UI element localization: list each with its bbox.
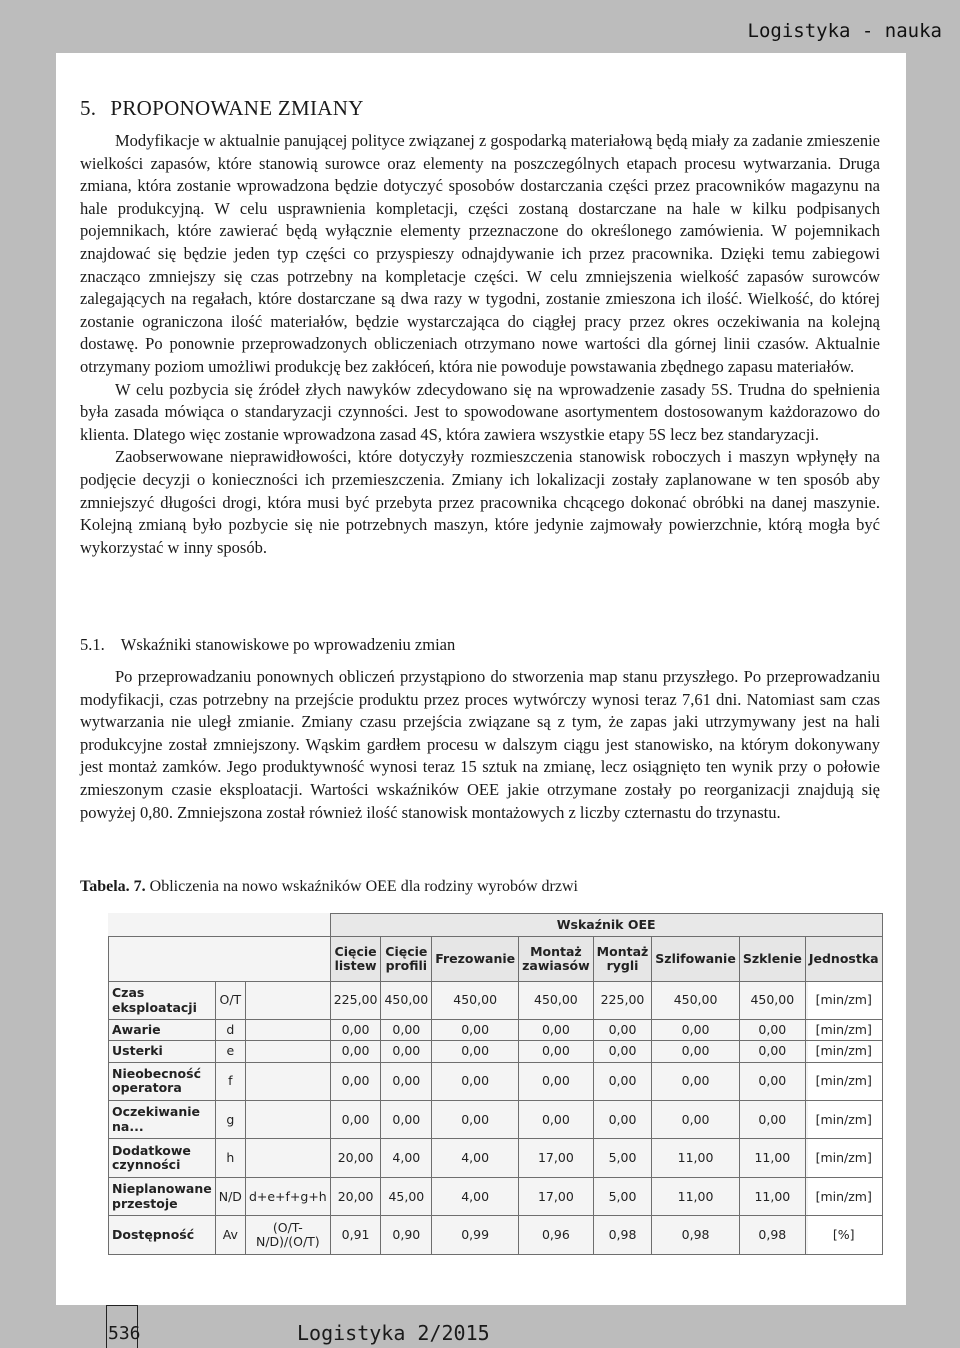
oee-value-cell: 4,00 [381,1139,432,1177]
oee-value-cell: 0,98 [739,1216,805,1255]
oee-value-cell: 225,00 [330,981,381,1019]
oee-value-cell: 0,00 [593,1041,652,1062]
oee-value-cell: 5,00 [593,1139,652,1177]
oee-value-cell: 4,00 [432,1177,519,1215]
oee-row-formula: (O/T-N/D)/(O/T) [245,1216,330,1255]
oee-row-symbol: Av [215,1216,245,1255]
oee-value-cell: 0,00 [381,1041,432,1062]
oee-value-cell: 17,00 [519,1139,594,1177]
footer-journal: Logistyka 2/2015 [297,1321,490,1345]
oee-value-cell: 450,00 [739,981,805,1019]
oee-table-row [109,1020,883,1041]
subsection-body [80,666,880,824]
oee-value-cell: 0,00 [593,1062,652,1100]
oee-row-label: Usterki [109,1041,216,1062]
oee-row-label: Awarie [109,1020,216,1041]
subsection-number: 5.1. [80,635,105,654]
oee-row-label: Czas eksploatacji [109,981,216,1019]
subsection-title: Wskaźniki stanowiskowe po wprowadzeniu zmian [120,635,456,654]
oee-row-formula [245,981,330,1019]
oee-value-cell: 0,00 [519,1062,594,1100]
oee-table-body [109,981,883,1254]
oee-row-unit: [min/zm] [805,1100,882,1138]
oee-table-row [109,1041,883,1062]
oee-table-row [109,1177,883,1215]
paragraph-future-state: Po przeprowadzaniu ponownych obliczeń przystąpiono do stworzenia map stanu przyszłego. Po przeprowadzaniu modyfikacji, czas potrzebny na przejście produktu przez proces wytwórczy wynosi teraz 7,61 dni. Natomiast sam czas wytwarzania nie uległ zmianie. Zmiany czasu przejścia związane są z tym, że zapas jaki utrzymywany jest na hali produkcyjne został zmniejszony. Wąskim gardłem procesu w dalszym ciągu jest stanowisko, na którym dokonywany jest montaż zamków. Jego produktywność wynosi teraz 15 sztuk na zmianę, lecz osiągnięto ten wynik przy o połowie zmieszonym czasie eksploatacji. Wartości wskaźników OEE jakie otrzymane zostały po reorganizacji znajdują się powyżej 0,80. Zmniejszona został również ilość stanowisk montażowych z liczby czternastu do trzynastu. [80,667,880,822]
oee-value-cell: 0,00 [330,1062,381,1100]
section-number: 5. [80,96,97,120]
oee-row-label: Nieobecność operatora [109,1062,216,1100]
oee-value-cell: 11,00 [739,1139,805,1177]
oee-value-cell: 5,00 [593,1177,652,1215]
oee-table-figure [108,913,879,1255]
oee-value-cell: 0,00 [381,1100,432,1138]
oee-row-symbol: O/T [215,981,245,1019]
oee-value-cell: 0,00 [593,1100,652,1138]
oee-row-formula: d+e+f+g+h [245,1177,330,1215]
oee-value-cell: 0,90 [381,1216,432,1255]
oee-row-unit: [min/zm] [805,1020,882,1041]
oee-table-title: Wskaźnik OEE [330,914,882,937]
oee-row-symbol: N/D [215,1177,245,1215]
oee-value-cell: 0,98 [652,1216,740,1255]
paragraph-5s: W celu pozbycia się źródeł złych nawyków zdecydowano się na wprowadzenie zasady 5S. Trudna do spełnienia była zasada mówiąca o standaryzacji czynności. Jest to spowodowane asortymentem dostosowanym każdorazowo do klienta. Dlatego więc zostanie wprowadzona zasad 4S, która zawiera wszystkie etapy 5S lecz bez standaryzacji. [80,379,880,444]
oee-row-label: Dodatkowe czynności [109,1139,216,1177]
oee-value-cell: 0,00 [652,1100,740,1138]
oee-header-cell: Szlifowanie [652,937,740,982]
oee-value-cell: 0,00 [593,1020,652,1041]
oee-row-label: Oczekiwanie na... [109,1100,216,1138]
oee-value-cell: 0,00 [739,1041,805,1062]
paragraph-layout: Zaobserwowane nieprawidłowości, które dotyczyły rozmieszczenia stanowisk roboczych i maszyn wpłynęły na podjęcie decyzji o konieczności ich przemieszczenia. Zmiany ich lokalizacji zostały zaplanowane w ten sposób aby zmniejszyć długości drogi, która musi być przebyta przez pracownika chcącego dokonać obróbki na danej maszynie. Kolejną zmianą było pozbycie się nie potrzebnych maszyn, które jedynie zajmowały powierzchnie, którą mogła być wykorzystać w inny sposób. [80,447,880,557]
oee-value-cell: 0,00 [381,1020,432,1041]
oee-value-cell: 450,00 [519,981,594,1019]
section-heading [80,96,364,121]
oee-row-label: Dostępność [109,1216,216,1255]
oee-value-cell: 20,00 [330,1177,381,1215]
oee-value-cell: 0,00 [652,1041,740,1062]
table-caption-text: Obliczenia na nowo wskaźników OEE dla rodziny wyrobów drzwi [149,878,578,895]
oee-value-cell: 11,00 [652,1177,740,1215]
oee-header-cell: Montaż rygli [593,937,652,982]
oee-value-cell: 17,00 [519,1177,594,1215]
oee-row-formula [245,1100,330,1138]
oee-row-symbol: h [215,1139,245,1177]
oee-value-cell: 4,00 [432,1139,519,1177]
subsection-heading [80,635,455,655]
oee-header-cell: Cięcie profili [381,937,432,982]
oee-value-cell: 0,00 [739,1020,805,1041]
oee-row-symbol: g [215,1100,245,1138]
oee-header-cell: Jednostka [805,937,882,982]
oee-value-cell: 450,00 [432,981,519,1019]
paragraph-materials: Modyfikacje w aktualnie panującej polityce związanej z gospodarką materiałową będą miały za zadanie zmieszenie wielkości zapasów, które stanowią surowce oraz elementy na poszczególnych etapach procesu wytwarzania. Druga zmiana, która zostanie wprowadzona będzie dotyczyć sposobów dostarczania części przez pracowników magazynu na hale produkcyjną. W celu usprawnienia kompletacji, części zostaną dostarczane na hale w kilku podpisanych pojemnikach, które zawierać będą wyłącznie elementy przeznaczone do określonego zamówienia. W pojemnikach znajdować się będzie jeden typ części co przyspieszy odnajdywanie ich przez pracownika. Dzięki temu zabiegowi znacząco zmniejszy się czas potrzebny na kompletacje części. W celu zmniejszenia wielkość zapasów surowców zalegających na regałach, które dostarczane są dwa razy w tygodni, zostanie zmieszona ich ilość. Wielkość, do której zostanie ograniczona ilość materiałów, będzie wystarczająca do ciągłej pracy przez okres oczekiwania na kolejną dostawę. Po ponownie przeprowadzonych obliczeniach otrzymano nowe wartości dla górnej linii czasów. Aktualnie otrzymany poziom umożliwi produkcję bez zakłóceń, która nie powoduje powstawania zbędnego zapasu materiałów. [80,131,880,376]
oee-row-symbol: f [215,1062,245,1100]
oee-row-formula [245,1041,330,1062]
oee-value-cell: 45,00 [381,1177,432,1215]
oee-row-label: Nieplanowane przestoje [109,1177,216,1215]
section-body [80,130,880,559]
oee-table-row [109,1100,883,1138]
oee-value-cell: 0,98 [593,1216,652,1255]
oee-value-cell: 450,00 [381,981,432,1019]
oee-header-cell: Frezowanie [432,937,519,982]
section-title: PROPONOWANE ZMIANY [110,96,364,120]
oee-value-cell: 0,91 [330,1216,381,1255]
table-caption-label: Tabela. 7. [80,878,146,895]
oee-table [108,913,883,1255]
table-caption [80,878,578,896]
oee-row-unit: [min/zm] [805,1177,882,1215]
oee-value-cell: 0,00 [739,1100,805,1138]
oee-table-row [109,1062,883,1100]
oee-value-cell: 0,00 [519,1041,594,1062]
oee-row-unit: [min/zm] [805,1139,882,1177]
oee-value-cell: 0,00 [330,1020,381,1041]
oee-table-header-row [109,937,883,982]
oee-value-cell: 0,00 [432,1100,519,1138]
oee-value-cell: 0,00 [519,1100,594,1138]
oee-value-cell: 450,00 [652,981,740,1019]
oee-value-cell: 0,99 [432,1216,519,1255]
oee-row-formula [245,1139,330,1177]
oee-row-unit: [min/zm] [805,1041,882,1062]
oee-row-symbol: d [215,1020,245,1041]
oee-row-unit: [%] [805,1216,882,1255]
oee-row-symbol: e [215,1041,245,1062]
oee-header-cell: Montaż zawiasów [519,937,594,982]
oee-row-formula [245,1020,330,1041]
oee-value-cell: 11,00 [739,1177,805,1215]
oee-value-cell: 0,00 [330,1100,381,1138]
oee-table-row [109,1139,883,1177]
oee-value-cell: 0,00 [652,1062,740,1100]
oee-value-cell: 11,00 [652,1139,740,1177]
oee-header-cell: Szklenie [739,937,805,982]
oee-value-cell: 0,00 [330,1041,381,1062]
oee-header-cell: Cięcie listew [330,937,381,982]
oee-value-cell: 0,00 [652,1020,740,1041]
oee-value-cell: 0,00 [432,1062,519,1100]
oee-row-formula [245,1062,330,1100]
oee-value-cell: 0,00 [432,1041,519,1062]
oee-value-cell: 0,00 [432,1020,519,1041]
page-number: 536 [108,1323,141,1344]
oee-row-unit: [min/zm] [805,981,882,1019]
journal-header: Logistyka - nauka [747,20,942,42]
oee-value-cell: 0,96 [519,1216,594,1255]
oee-value-cell: 0,00 [519,1020,594,1041]
page-sheet [56,53,906,1305]
oee-value-cell: 225,00 [593,981,652,1019]
oee-row-unit: [min/zm] [805,1062,882,1100]
oee-value-cell: 0,00 [739,1062,805,1100]
oee-value-cell: 0,00 [381,1062,432,1100]
oee-table-row [109,1216,883,1255]
oee-table-row [109,981,883,1019]
oee-value-cell: 20,00 [330,1139,381,1177]
